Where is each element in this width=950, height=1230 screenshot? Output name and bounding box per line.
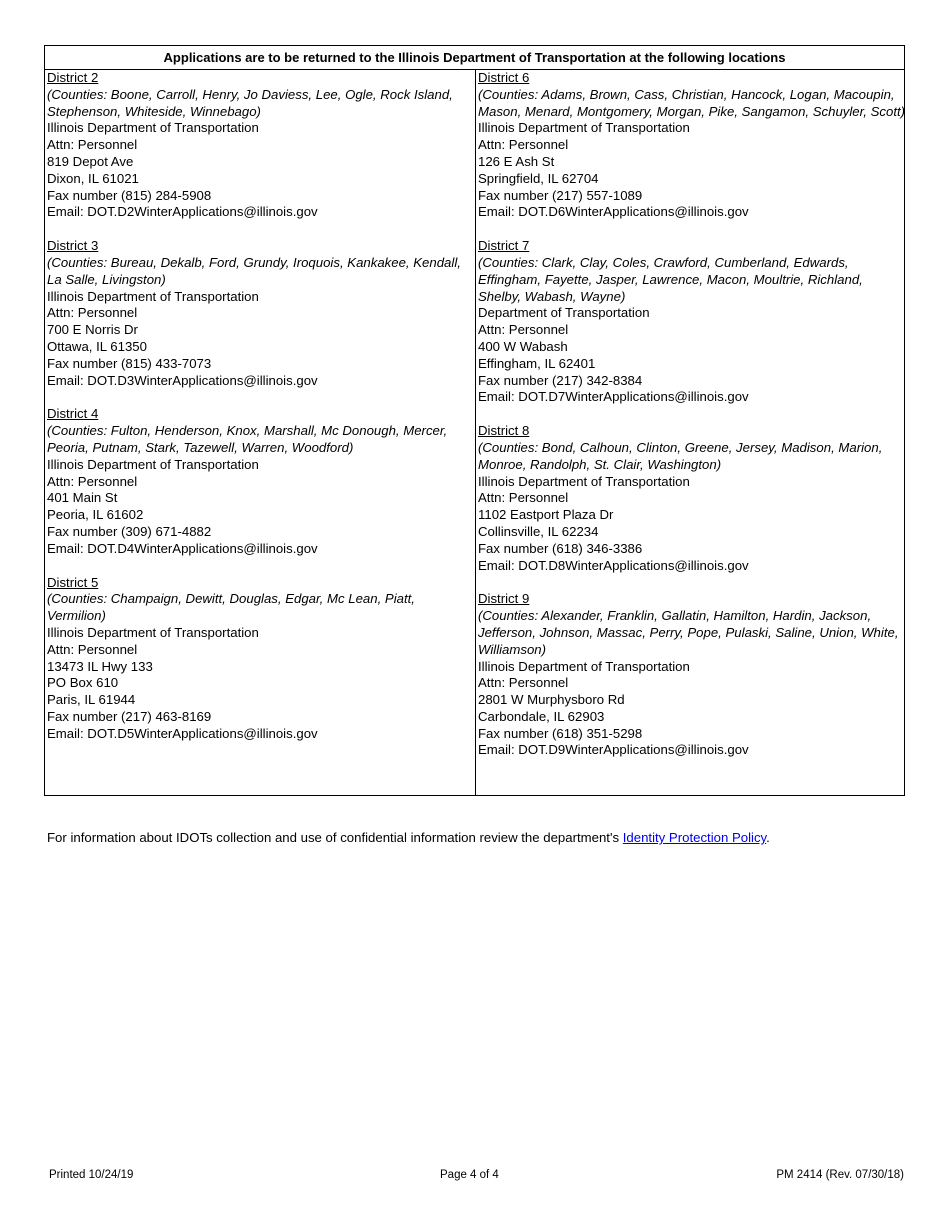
district-name: District 2 [47,70,99,85]
district-counties: (Counties: Boone, Carroll, Henry, Jo Daviess, Lee, Ogle, Rock Island, Stephenson, Whiteside, Winnebago) [47,86,453,119]
address-line: Dixon, IL 61021 [47,170,139,186]
address-line: Attn: Personnel [47,305,138,321]
address-line: 13473 IL Hwy 133 [47,658,153,674]
address-line: Fax number (217) 463-8169 [47,708,212,724]
privacy-note [47,830,770,845]
district-name: District 9 [478,591,530,607]
address-line: Peoria, IL 61602 [47,507,144,523]
district-name: District 6 [478,70,530,85]
address-line: Email: DOT.D2WinterApplications@illinois.gov [47,204,318,220]
address-line: 401 Main St [47,490,118,506]
address-line: Illinois Department of Transportation [47,288,259,304]
printed-date: Printed 10/24/19 [49,1169,134,1181]
left-column [47,70,475,759]
address-line: Attn: Personnel [47,641,138,657]
address-line: Illinois Department of Transportation [47,120,259,136]
district-counties: (Counties: Fulton, Henderson, Knox, Marshall, Mc Donough, Mercer, Peoria, Putnam, Stark, Tazewell, Warren, Woodford) [47,423,448,455]
address-line: Email: DOT.D6WinterApplications@illinois.gov [478,204,749,220]
address-line: 1102 Eastport Plaza Dr [478,507,614,523]
address-line: Fax number (309) 671-4882 [47,523,212,539]
address-line: Attn: Personnel [478,675,569,691]
privacy-note-text: For information about IDOTs collection and use of confidential information review the department's [47,830,623,845]
address-line: Collinsville, IL 62234 [478,523,599,539]
address-line: PO Box 610 [47,675,119,691]
address-line: Paris, IL 61944 [47,692,136,708]
identity-protection-policy-link[interactable]: Identity Protection Policy [622,830,767,845]
address-line: Fax number (815) 433-7073 [47,355,212,371]
column-divider [475,69,476,795]
address-line: Ottawa, IL 61350 [47,338,147,354]
address-line: Illinois Department of Transportation [47,456,259,472]
address-line: Illinois Department of Transportation [478,120,690,136]
district-counties: (Counties: Clark, Clay, Coles, Crawford, Cumberland, Edwards, Effingham, Fayette, Jasper, Lawrence, Macon, Moultrie, Richland, Shelby, Wabash, Wayne) [478,254,863,304]
district-block [47,238,475,389]
right-column [478,70,906,776]
table-header: Applications are to be returned to the Illinois Department of Transportation at the following locations [45,46,904,70]
district-block [478,70,906,221]
address-line: Department of Transportation [478,305,650,321]
district-counties: (Counties: Alexander, Franklin, Gallatin, Hamilton, Hardin, Jackson, Jefferson, Johnson, Massac, Perry, Pope, Pulaski, Saline, Union, White, Williamson) [478,608,899,657]
address-line: Carbondale, IL 62903 [478,708,605,724]
district-name: District 8 [478,423,530,439]
district-block [47,406,475,557]
address-line: Attn: Personnel [47,473,138,489]
address-line: Fax number (618) 346-3386 [478,540,643,556]
address-line: Email: DOT.D8WinterApplications@illinois.gov [478,557,749,573]
district-block [47,70,475,221]
address-line: 700 E Norris Dr [47,322,138,338]
address-line: Email: DOT.D4WinterApplications@illinois.gov [47,540,318,556]
district-name: District 4 [47,406,99,422]
address-line: Fax number (815) 284-5908 [47,187,212,203]
district-name: District 7 [478,238,530,254]
district-block [478,238,906,406]
page-number: Page 4 of 4 [440,1169,499,1181]
address-line: Attn: Personnel [478,137,569,153]
district-counties: (Counties: Bureau, Dekalb, Ford, Grundy, Iroquois, Kankakee, Kendall, La Salle, Livingston) [47,254,461,287]
address-line: Attn: Personnel [478,490,569,506]
district-name: District 5 [47,574,99,590]
address-line: Email: DOT.D7WinterApplications@illinois.gov [478,389,749,405]
address-line: Effingham, IL 62401 [478,355,596,371]
district-counties: (Counties: Adams, Brown, Cass, Christian, Hancock, Logan, Macoupin, Mason, Menard, Montgomery, Morgan, Pike, Sangamon, Schuyler, Scott) [478,86,906,119]
address-line: 819 Depot Ave [47,153,134,169]
district-block [478,591,906,759]
address-line: Attn: Personnel [478,322,569,338]
address-line: Fax number (217) 342-8384 [478,372,643,388]
address-line: Illinois Department of Transportation [478,473,690,489]
district-locations-table [44,45,905,796]
district-block [478,423,906,574]
district-block [47,575,475,743]
district-counties: (Counties: Bond, Calhoun, Clinton, Greene, Jersey, Madison, Marion, Monroe, Randolph, St. Clair, Washington) [478,439,883,472]
privacy-note-suffix: . [766,830,770,845]
district-name: District 3 [47,238,99,254]
address-line: Illinois Department of Transportation [47,624,259,640]
address-line: Springfield, IL 62704 [478,170,599,186]
address-line: Attn: Personnel [47,137,138,153]
address-line: 400 W Wabash [478,338,568,354]
address-line: Fax number (618) 351-5298 [478,725,643,741]
address-line: Fax number (217) 557-1089 [478,187,643,203]
address-line: Illinois Department of Transportation [478,658,690,674]
district-counties: (Counties: Champaign, Dewitt, Douglas, Edgar, Mc Lean, Piatt, Vermilion) [47,591,415,624]
form-number: PM 2414 (Rev. 07/30/18) [776,1169,904,1181]
address-line: 126 E Ash St [478,153,555,169]
address-line: Email: DOT.D5WinterApplications@illinois.gov [47,725,318,741]
address-line: Email: DOT.D9WinterApplications@illinois.gov [478,742,749,758]
address-line: 2801 W Murphysboro Rd [478,692,625,708]
address-line: Email: DOT.D3WinterApplications@illinois.gov [47,372,318,388]
